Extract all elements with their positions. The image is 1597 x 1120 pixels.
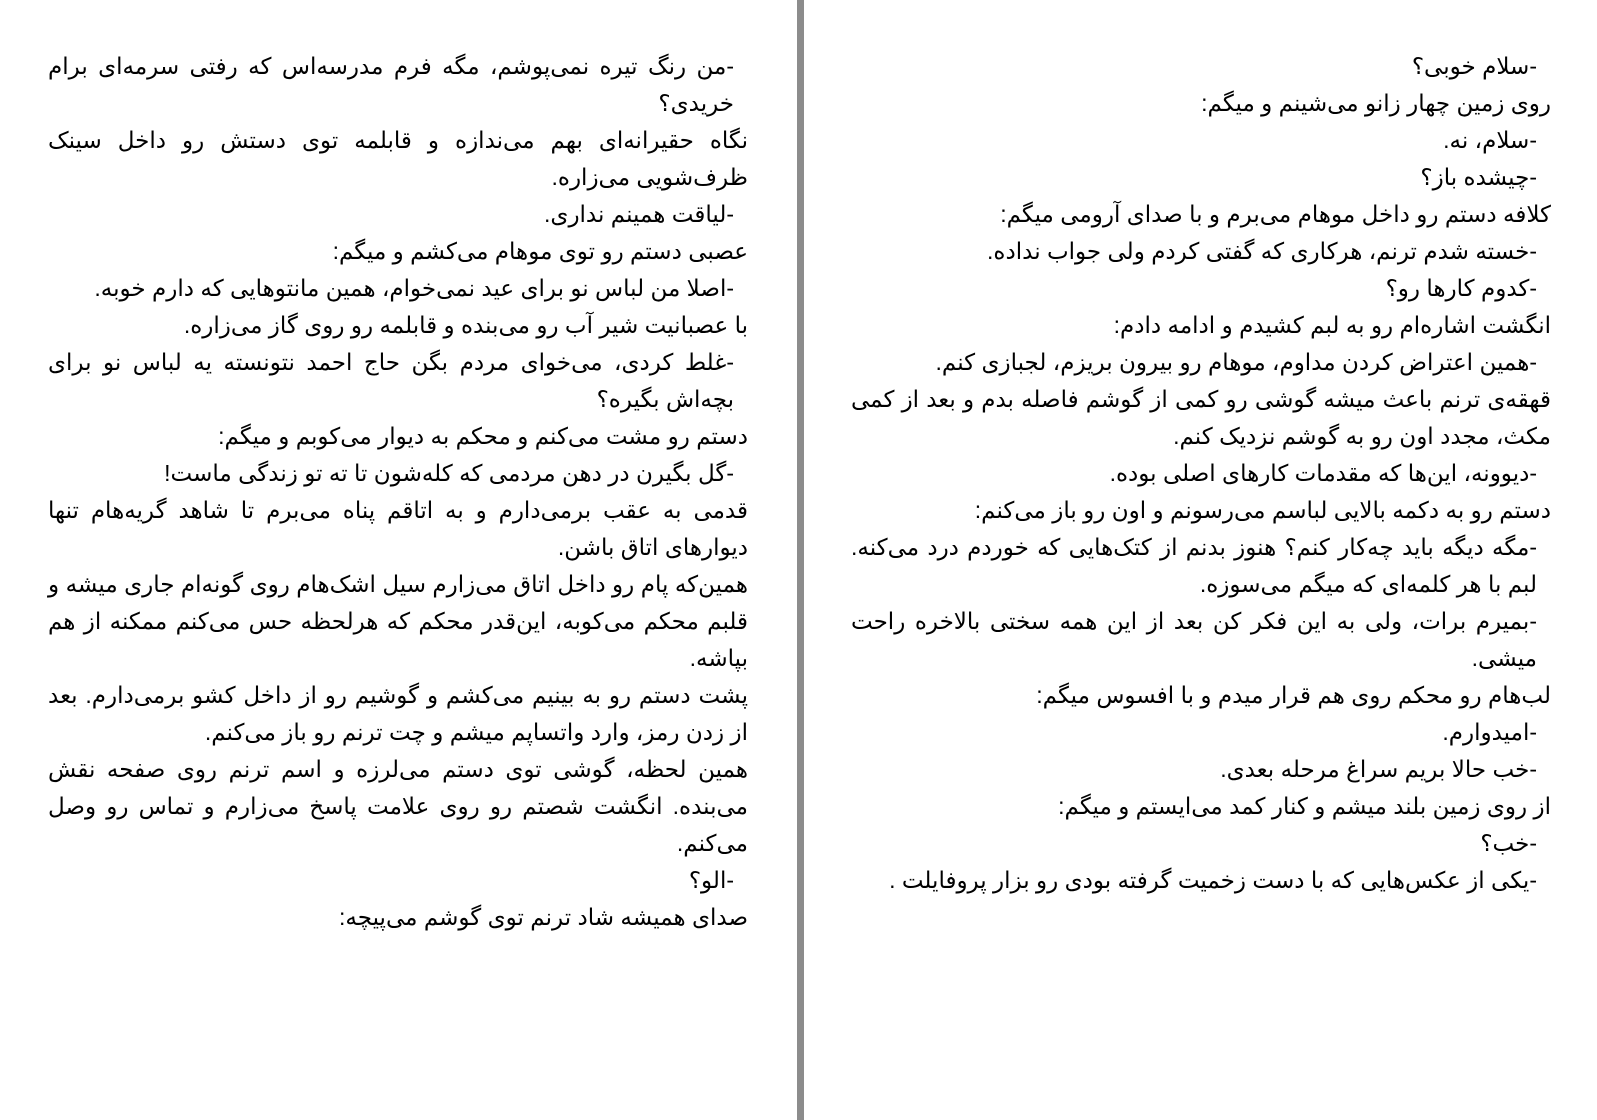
narration-paragraph: پشت دستم رو به بینیم می‌کشم و گوشیم رو از داخل کشو برمی‌دارم. بعد از زدن رمز، وارد واتساپم میشم و چت ترنم رو باز می‌کنم. xyxy=(48,682,748,745)
dialog-line: -بمیرم برات، ولی به این فکر کن بعد از این همه سختی بالاخره راحت میشی. xyxy=(851,608,1537,671)
dialog-line: -چیشده باز؟ xyxy=(1420,164,1537,190)
right-page-text xyxy=(851,48,1551,899)
narration-paragraph: نگاه حقیرانه‌ای بهم می‌ندازه و قابلمه توی دستش رو داخل سینک ظرف‌شویی می‌زاره. xyxy=(48,127,748,190)
dialog-line: -همین اعتراض کردن مداوم، موهام رو بیرون بریزم، لجبازی کنم. xyxy=(935,349,1537,375)
right-page xyxy=(811,0,1597,1120)
dialog-line: -خب حالا بریم سراغ مرحله بعدی. xyxy=(1220,756,1537,782)
left-page-text xyxy=(48,48,748,936)
narration-paragraph: دستم رو به دکمه بالایی لباسم می‌رسونم و اون رو باز می‌کنم: xyxy=(974,497,1551,523)
narration-paragraph: قدمی به عقب برمی‌دارم و به اتاقم پناه می‌برم تا شاهد گریه‌هام تنها دیوارهای اتاق باشن. xyxy=(48,497,748,560)
dialog-line: -خسته شدم ترنم، هرکاری که گفتی کردم ولی جواب نداده. xyxy=(987,238,1537,264)
narration-paragraph: روی زمین چهار زانو می‌شینم و میگم: xyxy=(1201,90,1551,116)
dialog-line: -گل بگیرن در دهن مردمی که کله‌شون تا ته تو زندگی ماست! xyxy=(164,460,734,486)
narration-paragraph: انگشت اشاره‌ام رو به لبم کشیدم و ادامه دادم: xyxy=(1113,312,1551,338)
narration-paragraph: دستم رو مشت می‌کنم و محکم به دیوار می‌کوبم و میگم: xyxy=(218,423,748,449)
dialog-line: -خب؟ xyxy=(1480,830,1537,856)
dialog-line: -یکی از عکس‌هایی که با دست زخمیت گرفته بودی رو بزار پروفایلت . xyxy=(889,867,1537,893)
dialog-line: -اصلا من لباس نو برای عید نمی‌خوام، همین مانتوهایی که دارم خوبه. xyxy=(94,275,734,301)
narration-paragraph: همین لحظه، گوشی توی دستم می‌لرزه و اسم ترنم روی صفحه نقش می‌بنده. انگشت شصتم رو روی علامت پاسخ می‌زارم و تماس رو وصل می‌کنم. xyxy=(48,756,748,856)
narration-paragraph: کلافه دستم رو داخل موهام می‌برم و با صدای آرومی میگم: xyxy=(1000,201,1551,227)
dialog-line: -غلط کردی، می‌خوای مردم بگن حاج احمد نتونسته یه لباس نو برای بچه‌اش بگیره؟ xyxy=(48,349,734,412)
page-gutter xyxy=(790,0,811,1120)
dialog-line: -سلام، نه. xyxy=(1443,127,1537,153)
page-divider xyxy=(797,0,804,1120)
dialog-line: -من رنگ تیره نمی‌پوشم، مگه فرم مدرسه‌اس که رفتی سرمه‌ای برام خریدی؟ xyxy=(48,53,734,116)
dialog-line: -لیاقت همینم نداری. xyxy=(544,201,734,227)
dialog-line: -کدوم کارها رو؟ xyxy=(1385,275,1537,301)
narration-paragraph: صدای همیشه شاد ترنم توی گوشم می‌پیچه: xyxy=(339,904,748,930)
dialog-line: -سلام خوبی؟ xyxy=(1411,53,1537,79)
narration-paragraph: قهقه‌ی ترنم باعث میشه گوشی رو کمی از گوشم فاصله بدم و بعد از کمی مکث، مجدد اون رو به گوشم نزدیک کنم. xyxy=(851,386,1551,449)
narration-paragraph: همین‌که پام رو داخل اتاق می‌زارم سیل اشک‌هام روی گونه‌ام جاری میشه و قلبم محکم می‌کوبه، این‌قدر محکم که هرلحظه حس می‌کنم ممکنه از هم بپاشه. xyxy=(48,571,748,671)
dialog-line: -دیوونه، این‌ها که مقدمات کارهای اصلی بوده. xyxy=(1109,460,1537,486)
dialog-line: -مگه دیگه باید چه‌کار کنم؟ هنوز بدنم از کتک‌هایی که خوردم درد می‌کنه. لبم با هر کلمه‌ای که میگم می‌سوزه. xyxy=(851,534,1537,597)
dialog-line: -الو؟ xyxy=(688,867,734,893)
narration-paragraph: از روی زمین بلند میشم و کنار کمد می‌ایستم و میگم: xyxy=(1058,793,1551,819)
narration-paragraph: عصبی دستم رو توی موهام می‌کشم و میگم: xyxy=(332,238,748,264)
narration-paragraph: با عصبانیت شیر آب رو می‌بنده و قابلمه رو روی گاز می‌زاره. xyxy=(183,312,748,338)
dialog-line: -امیدوارم. xyxy=(1442,719,1537,745)
narration-paragraph: لب‌هام رو محکم روی هم قرار میدم و با افسوس میگم: xyxy=(1036,682,1551,708)
left-page xyxy=(0,0,790,1120)
